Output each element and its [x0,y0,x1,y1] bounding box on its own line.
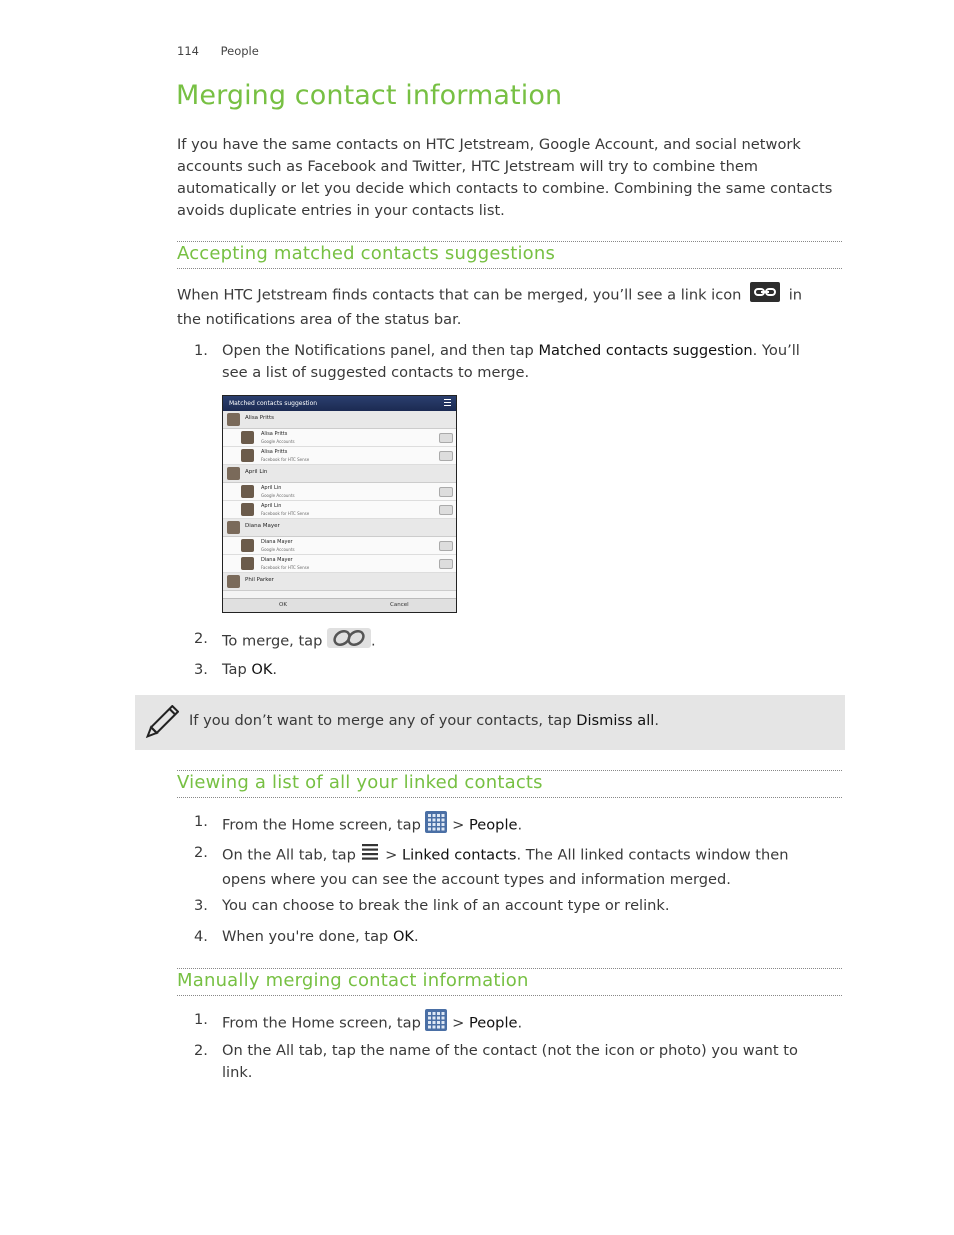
account-type: Google Accounts [261,547,295,552]
cancel-button[interactable]: Cancel [390,602,409,608]
account-type: Facebook for HTC Sense [261,565,310,570]
step-text: opens where you can see the account types and information merged. [222,871,731,888]
contact-name: Alisa Pritts [245,415,274,421]
contact-name: Diana Mayer [261,557,293,563]
step-text: > [380,846,402,864]
section-title: Manually merging contact information [177,970,529,991]
merge-link-icon[interactable] [439,433,453,443]
step-text: . [272,661,278,678]
page-number: 114 [177,44,199,58]
avatar [241,557,254,570]
avatar [227,521,240,534]
ui-term: Matched contacts suggestion [538,342,753,359]
contact-name: April Lin [245,469,268,475]
contact-name: Alisa Pritts [261,449,288,455]
account-type: Facebook for HTC Sense [261,457,310,462]
matched-contact-row[interactable] [223,555,456,573]
paragraph-text: in [788,286,803,304]
section-title: Accepting matched contacts suggestions [177,243,556,264]
step-text: link. [222,1064,253,1081]
section-heading-viewing [177,770,842,798]
all-apps-icon [425,811,447,840]
contact-name: Alisa Pritts [261,431,288,437]
contact-group-row[interactable] [223,411,456,429]
all-apps-icon [425,1009,447,1038]
link-icon-paragraph [177,282,845,331]
ui-term: People [469,816,518,834]
section-heading-accepting [177,241,842,269]
matched-contacts-screenshot [222,395,457,613]
note-text: If you don’t want to merge any of your contacts, tap [189,712,577,729]
step-text: You can choose to break the link of an account type or relink. [222,897,670,914]
avatar [227,575,240,588]
avatar [241,431,254,444]
step-number: 2. [194,1042,208,1059]
avatar [241,449,254,462]
note-text: . [654,712,659,729]
step-text: . You’ll [752,342,800,359]
matched-contact-row[interactable] [223,501,456,519]
contact-name: Diana Mayer [261,539,293,545]
avatar [227,467,240,480]
step-text: > [447,1014,469,1032]
contact-name: April Lin [261,503,282,509]
step-number: 1. [194,1011,208,1028]
step-number: 2. [194,630,208,647]
section-heading-manually [177,968,842,996]
screenshot-footer [223,598,456,612]
link-icon [750,282,780,309]
contact-group-row[interactable] [223,465,456,483]
ui-term: Linked contacts [402,846,517,864]
merge-link-icon[interactable] [439,487,453,497]
menu-icon [360,842,380,869]
step-text: . [517,816,523,834]
ui-term: People [469,1014,518,1032]
screenshot-title-bar [223,396,456,411]
merge-link-icon[interactable] [439,541,453,551]
step-text: When you're done, tap [222,928,393,945]
step-text: . [371,632,376,650]
ui-term: OK [392,928,414,945]
merge-link-icon[interactable] [439,451,453,461]
merge-link-icon[interactable] [439,559,453,569]
step-text: From the Home screen, tap [222,1014,426,1032]
step-text: On the All tab, tap the name of the contact (not the icon or photo) you want to [222,1042,798,1059]
menu-icon [444,399,451,407]
step-text: On the All tab, tap [222,846,361,864]
contact-group-row[interactable] [223,573,456,591]
screenshot-title: Matched contacts suggestion [229,400,318,407]
step-text: . [414,928,419,945]
step-text: Open the Notifications panel, and then tap [222,342,539,359]
step-text: To merge, tap [222,632,328,650]
page-header [177,44,259,58]
step-text: > [447,816,469,834]
page-title: Merging contact information [176,80,563,111]
step-text: From the Home screen, tap [222,816,426,834]
merge-link-icon[interactable] [439,505,453,515]
contact-list [223,411,456,591]
section-title: Viewing a list of all your linked contacts [177,772,543,793]
step-number: 3. [194,661,208,678]
ok-button[interactable]: OK [279,602,287,608]
contact-group-row[interactable] [223,519,456,537]
avatar [241,485,254,498]
paragraph-text: the notifications area of the status bar. [177,311,462,328]
avatar [227,413,240,426]
ui-term: OK [251,661,273,678]
contact-name: Phil Parker [245,577,274,583]
matched-contact-row[interactable] [223,483,456,501]
pencil-icon [143,705,179,745]
contact-name: April Lin [261,485,282,491]
step-number: 1. [194,342,208,359]
matched-contact-row[interactable] [223,537,456,555]
account-type: Google Accounts [261,493,295,498]
step-number: 3. [194,897,208,914]
paragraph-text: When HTC Jetstream finds contacts that can be merged, you’ll see a link icon [177,286,742,304]
account-type: Google Accounts [261,439,295,444]
note-box [135,695,845,750]
merge-link-icon [327,628,371,655]
step-number: 2. [194,844,208,861]
intro-paragraph: If you have the same contacts on HTC Jetstream, Google Account, and social network accounts such as Facebook and Twitter, HTC Jetstream will try to combine them automatically or let you decide which contacts to combine. Combining the same contacts avoids duplicate entries in your contacts list. [177,136,833,219]
avatar [241,503,254,516]
contact-name: Diana Mayer [245,523,280,529]
matched-contact-row[interactable] [223,447,456,465]
ui-term: Dismiss all [576,712,655,729]
step-text: . [517,1014,523,1032]
account-type: Facebook for HTC Sense [261,511,310,516]
step-number: 1. [194,813,208,830]
step-text: . The All linked contacts window then [516,846,789,864]
matched-contact-row[interactable] [223,429,456,447]
step-text: Tap [222,661,252,678]
avatar [241,539,254,552]
step-number: 4. [194,928,208,945]
step-text: see a list of suggested contacts to merge. [222,364,530,381]
chapter-name: People [220,44,259,58]
